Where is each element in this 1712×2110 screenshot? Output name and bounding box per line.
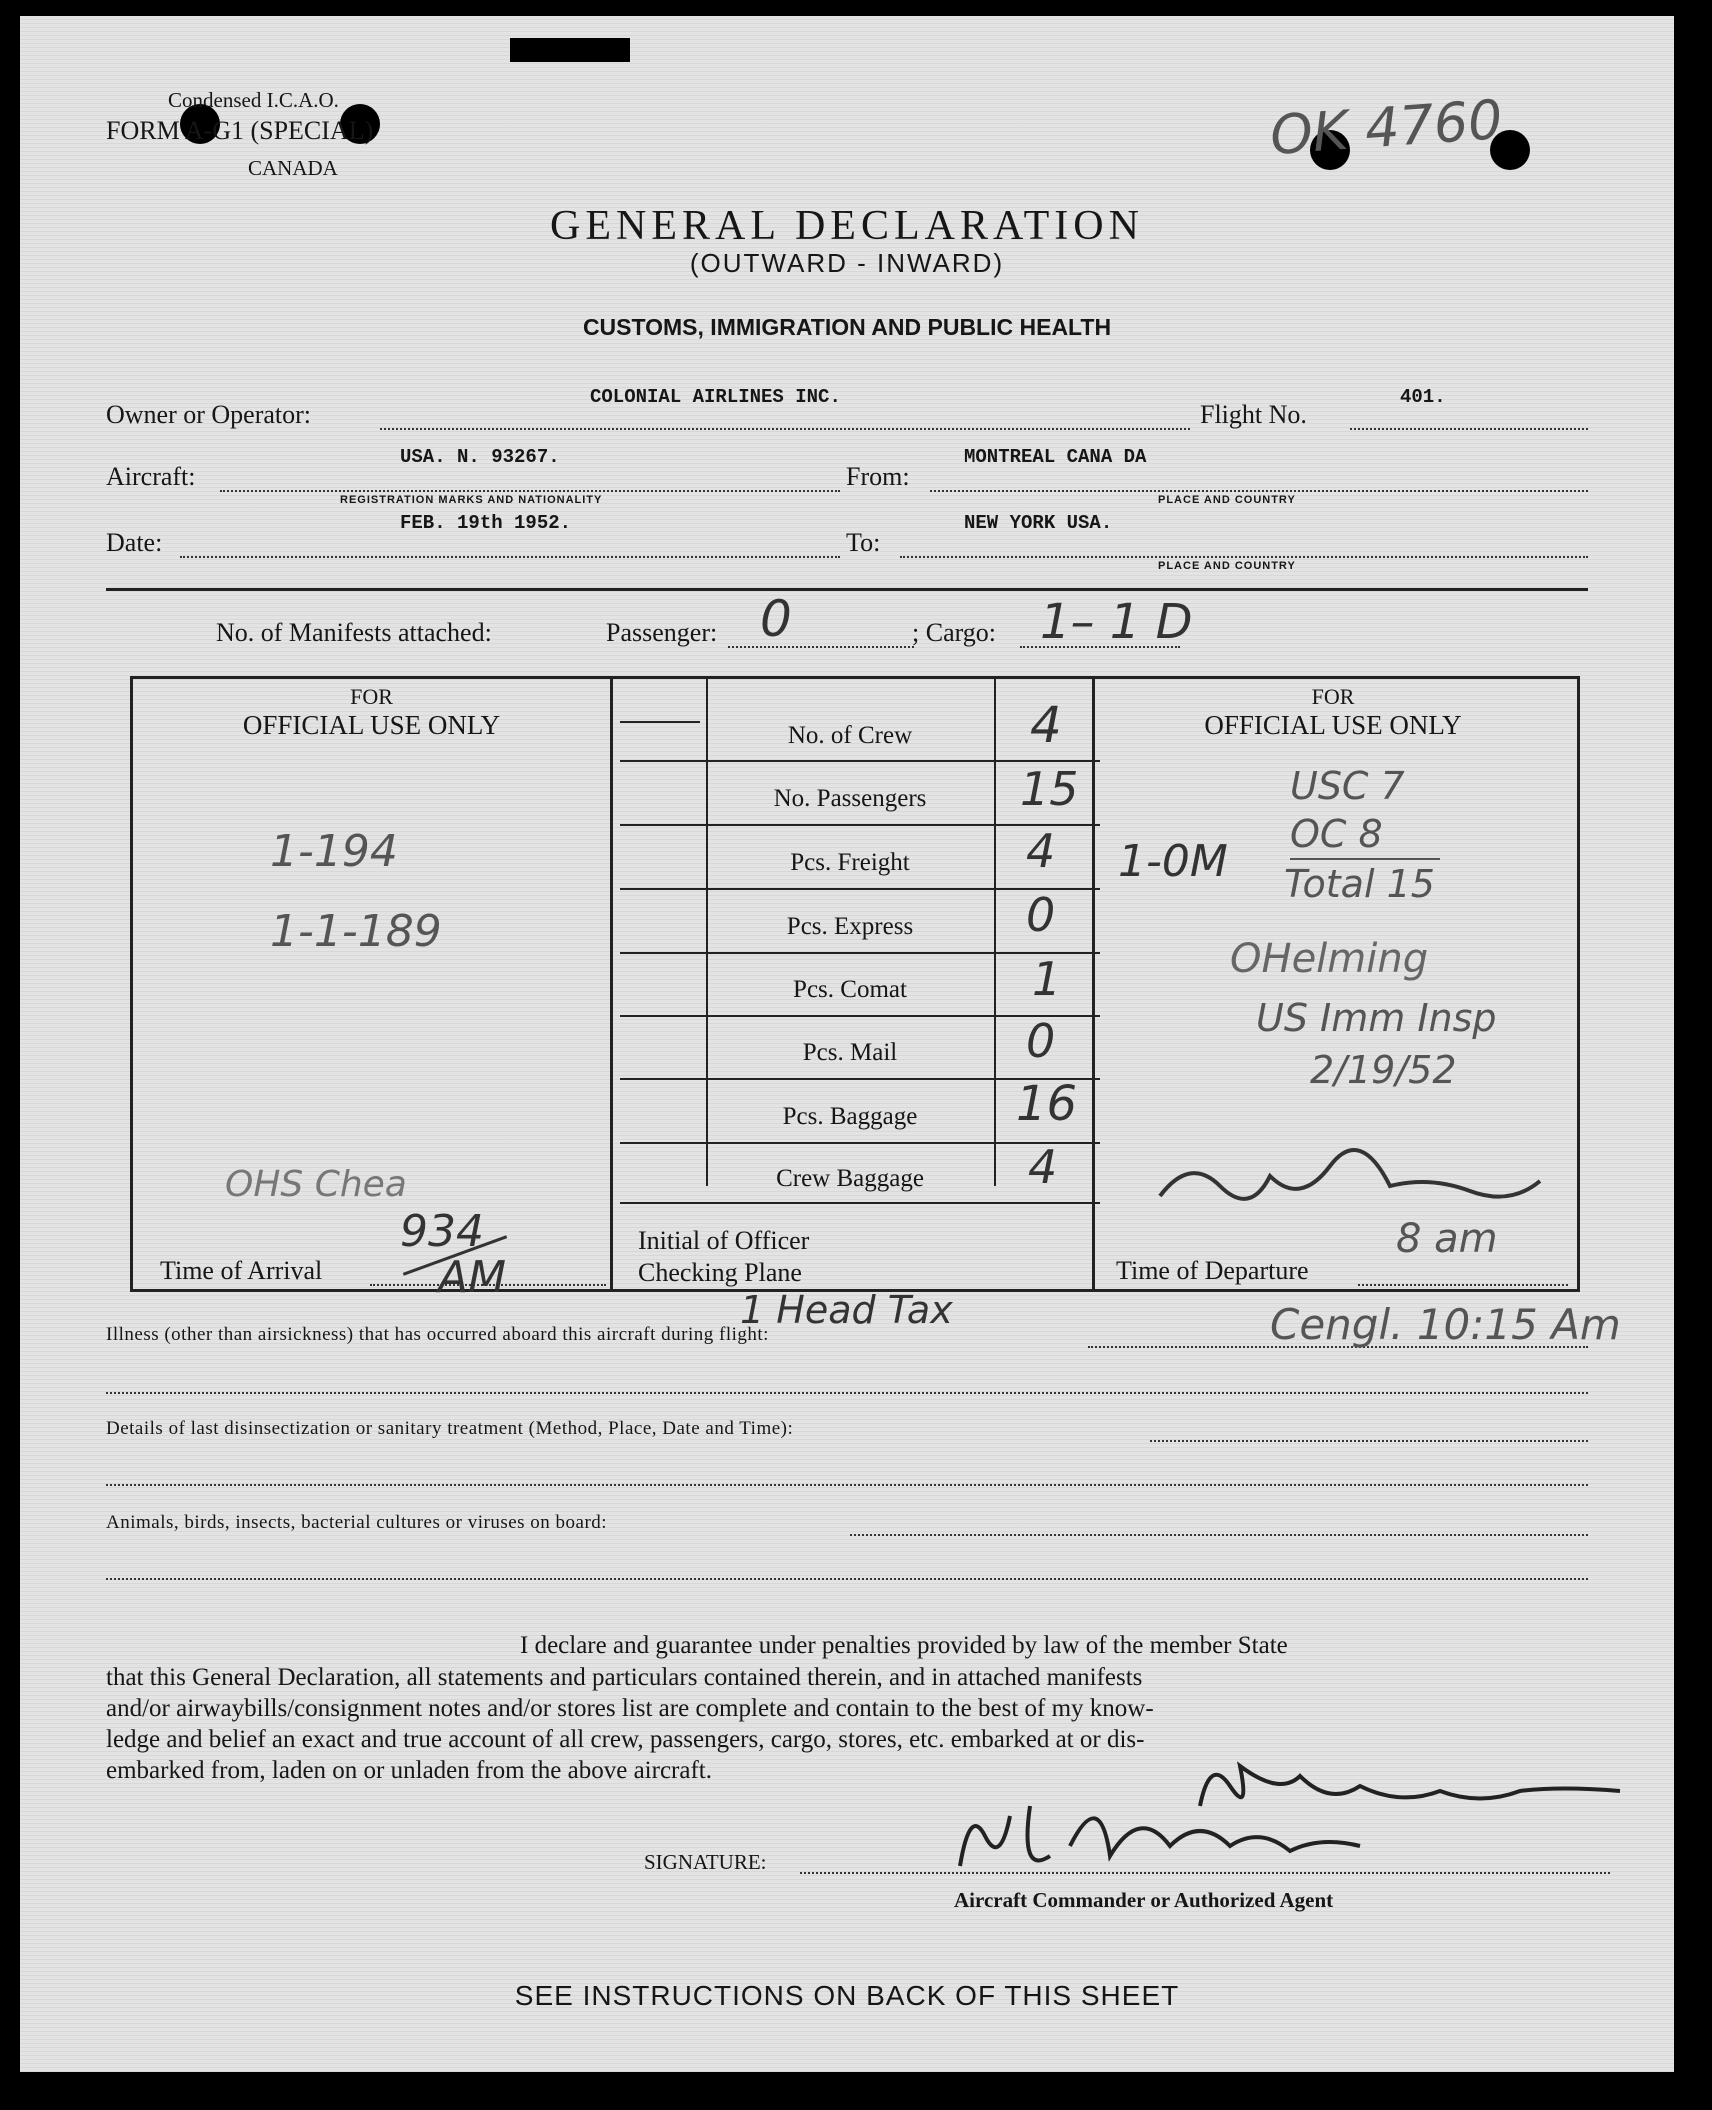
header-rule [106, 588, 1588, 591]
right-official-heading-2: OFFICIAL USE ONLY [1204, 710, 1462, 740]
date-value: FEB. 19th 1952. [400, 512, 572, 534]
date-field-line [180, 556, 840, 558]
disinsection-field-line [1150, 1440, 1588, 1442]
right-note-total: Total 15 [1284, 862, 1435, 906]
animals-field-line [850, 1534, 1588, 1536]
passenger-manifest-value: 0 [760, 590, 792, 648]
flight-number-value: 401. [1400, 386, 1446, 408]
row-value-crew: 4 [1030, 696, 1062, 754]
row-value-mail: 0 [1026, 1014, 1056, 1068]
declaration-line-5: embarked from, laden on or unladen from the above aircraft. [106, 1757, 712, 1784]
form-title: GENERAL DECLARATION [550, 203, 1144, 249]
flight-number-field-line [1350, 428, 1588, 430]
passenger-manifest-line [728, 646, 914, 648]
passenger-manifest-label: Passenger: [606, 618, 718, 647]
form-header-line3: CANADA [248, 156, 338, 180]
reference-number: OK 4760 [1268, 87, 1505, 168]
row-value-passengers: 15 [1020, 762, 1079, 816]
right-official-heading-1: FOR [1311, 684, 1355, 709]
illness-label: Illness (other than airsickness) that has occurred aboard this aircraft during flight: [106, 1324, 769, 1345]
aircraft-value: USA. N. 93267. [400, 446, 560, 468]
right-note-usc: USC 7 [1290, 764, 1405, 808]
row-value-crew-baggage: 4 [1028, 1140, 1058, 1194]
left-official-heading-1: FOR [350, 684, 393, 709]
left-note-1: 1-194 [270, 826, 398, 877]
cargo-manifest-value: 1– 1 D [1040, 594, 1193, 650]
form-header-line1: Condensed I.C.A.O. [168, 88, 339, 112]
aircraft-field-line [220, 490, 840, 492]
date-label: Date: [106, 528, 163, 557]
departure-time-value: 8 am [1396, 1216, 1498, 1262]
form-subheading: CUSTOMS, IMMIGRATION AND PUBLIC HEALTH [582, 314, 1112, 340]
declaration-line-1: I declare and guarantee under penalties provided by law of the member State [520, 1632, 1288, 1659]
inspector-signature: OHelming [1230, 936, 1429, 982]
owner-value: COLONIAL AIRLINES INC. [590, 386, 841, 408]
row-label-crew: No. of Crew [787, 722, 913, 749]
departure-label: Time of Departure [1116, 1256, 1309, 1285]
declaration-line-3: and/or airwaybills/consignment notes and/or stores list are complete and contain to the best of my know- [106, 1695, 1154, 1722]
document-page [20, 16, 1674, 2072]
form-header-line2: FORM A-G1 (SPECIAL) [106, 116, 374, 145]
table-divider-values [994, 676, 996, 1186]
aircraft-label: Aircraft: [106, 462, 196, 491]
disinsection-extra-line [106, 1484, 1588, 1486]
from-field-line [930, 490, 1588, 492]
illness-extra-line [106, 1392, 1588, 1394]
flight-number-label: Flight No. [1200, 400, 1307, 429]
aircraft-caption: REGISTRATION MARKS AND NATIONALITY [340, 494, 603, 506]
row-label-crew-baggage: Crew Baggage [776, 1165, 924, 1192]
to-value: NEW YORK USA. [964, 512, 1113, 534]
signature-label: SIGNATURE: [644, 1850, 767, 1874]
manifests-label: No. of Manifests attached: [216, 618, 492, 647]
row-label-mail: Pcs. Mail [802, 1039, 898, 1066]
signature-caption: Aircraft Commander or Authorized Agent [954, 1888, 1334, 1912]
row-label-baggage: Pcs. Baggage [782, 1103, 918, 1130]
illness-note-right: Cengl. 10:15 Am [1270, 1300, 1621, 1349]
table-divider-inner [706, 676, 708, 1186]
from-caption: PLACE AND COUNTRY [1158, 494, 1296, 506]
row-value-baggage: 16 [1016, 1076, 1078, 1132]
owner-label: Owner or Operator: [106, 400, 312, 429]
animals-label: Animals, birds, insects, bacterial cultures or viruses on board: [106, 1512, 608, 1533]
declaration-line-2: that this General Declaration, all statements and particulars contained therein, and in attached manifests [106, 1664, 1143, 1691]
illness-note: 1 Head Tax [740, 1288, 953, 1332]
top-tear [510, 38, 630, 62]
table-divider-left [610, 676, 613, 1292]
row-value-freight: 4 [1026, 824, 1056, 878]
left-stub-rule [620, 721, 700, 723]
row-rule [620, 1202, 1100, 1204]
to-field-line [900, 556, 1588, 558]
declaration-line-4: ledge and belief an exact and true account of all crew, passengers, cargo, stores, etc. embarked at or dis- [106, 1726, 1145, 1753]
form-subtitle: (OUTWARD - INWARD) [689, 248, 1005, 278]
arrival-label: Time of Arrival [160, 1256, 323, 1285]
left-note-stamp: OHS Chea [225, 1164, 407, 1205]
right-note-oc: OC 8 [1290, 812, 1383, 856]
disinsection-label: Details of last disinsectization or sanitary treatment (Method, Place, Date and Time): [106, 1418, 794, 1439]
left-note-2: 1-1-189 [270, 906, 442, 957]
row-label-express: Pcs. Express [786, 913, 914, 940]
row-value-express: 0 [1026, 888, 1056, 942]
footer-instructions: SEE INSTRUCTIONS ON BACK OF THIS SHEET [514, 1980, 1180, 2011]
from-label: From: [846, 462, 910, 491]
inspector-title: US Imm Insp [1256, 996, 1497, 1040]
from-value: MONTREAL CANA DA [964, 446, 1147, 468]
animals-extra-line [106, 1578, 1588, 1580]
row-label-freight: Pcs. Freight [790, 849, 910, 876]
departure-field-line [1358, 1284, 1568, 1286]
cargo-manifest-label: ; Cargo: [912, 618, 997, 647]
left-official-heading-2: OFFICIAL USE ONLY [242, 710, 501, 740]
arrival-time-value: 934 [400, 1206, 484, 1257]
inspection-date: 2/19/52 [1310, 1048, 1457, 1092]
commander-signature [940, 1746, 1640, 1886]
right-note-sum-line [1290, 858, 1440, 860]
row-label-comat: Pcs. Comat [793, 976, 907, 1003]
owner-field-line [380, 428, 1190, 430]
right-note-freight: 1-0M [1118, 836, 1228, 887]
row-value-comat: 1 [1032, 952, 1062, 1006]
to-label: To: [846, 528, 881, 557]
table-divider-right [1092, 676, 1095, 1292]
arrival-ampm-value: AM [438, 1252, 507, 1303]
row-rule [620, 952, 1100, 954]
officer-label-line1: Initial of Officer [638, 1226, 810, 1255]
row-label-passengers: No. Passengers [773, 785, 927, 812]
officer-label-line2: Checking Plane [638, 1258, 802, 1287]
to-caption: PLACE AND COUNTRY [1158, 560, 1296, 572]
